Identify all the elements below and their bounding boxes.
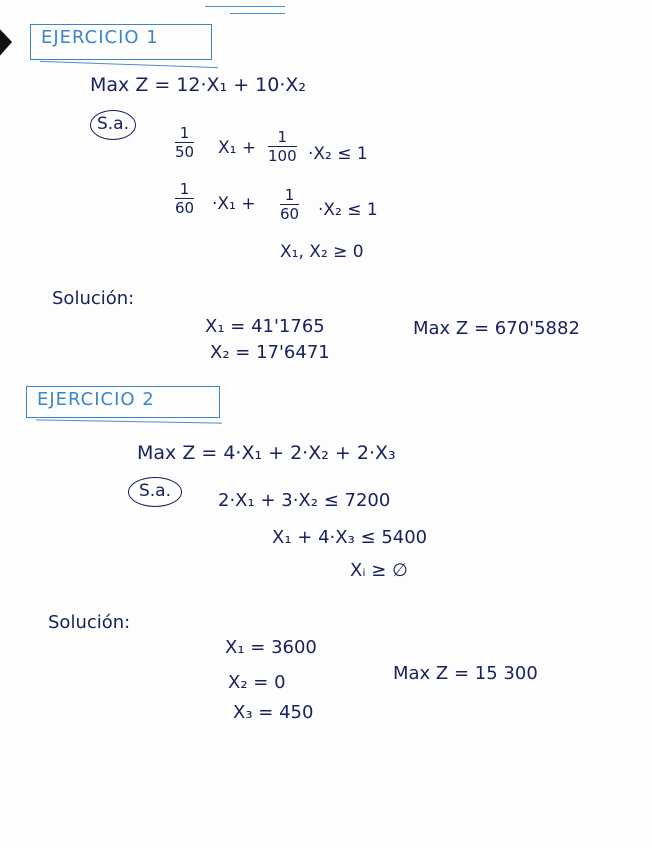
fraction-denominator: 60	[280, 205, 300, 223]
solution-x2: X₂ = 17'6471	[210, 342, 330, 363]
exercise-2-objective: Max Z = 4·X₁ + 2·X₂ + 2·X₃	[137, 442, 396, 464]
constraint-1: 2·X₁ + 3·X₂ ≤ 7200	[218, 490, 391, 511]
exercise-1-objective: Max Z = 12·X₁ + 10·X₂	[90, 74, 307, 96]
fraction-denominator: 50	[175, 143, 195, 161]
top-rule	[230, 13, 285, 14]
constraint-2: X₁ + 4·X₃ ≤ 5400	[272, 527, 428, 548]
title-underline	[36, 419, 222, 423]
subject-to-label: S.a.	[128, 477, 182, 507]
fraction-numerator: 1	[277, 128, 288, 146]
top-rule	[205, 6, 285, 7]
solution-max: Max Z = 15 300	[393, 663, 538, 684]
solution-max: Max Z = 670'5882	[413, 318, 580, 339]
exercise-2-title	[26, 386, 220, 418]
exercise-2-title-text: EJERCICIO 2	[37, 389, 155, 410]
subject-to-label: S.a.	[90, 110, 136, 140]
exercise-1-title	[30, 24, 212, 60]
nonnegativity: Xᵢ ≥ ∅	[350, 560, 408, 581]
solution-x1: X₁ = 41'1765	[205, 316, 325, 337]
fraction-numerator: 1	[179, 180, 190, 198]
constraint-1-term: ·X₂ ≤ 1	[308, 144, 368, 164]
fraction-numerator: 1	[179, 124, 190, 142]
solution-label: Solución:	[52, 288, 135, 309]
constraint-1-term: X₁ +	[218, 138, 257, 158]
fraction	[280, 186, 299, 223]
fraction	[175, 180, 194, 217]
solution-x2: X₂ = 0	[228, 672, 286, 693]
solution-label: Solución:	[48, 612, 131, 633]
solution-x1: X₁ = 3600	[225, 637, 317, 658]
fraction	[175, 124, 194, 161]
fraction-denominator: 60	[175, 199, 195, 217]
fraction	[268, 128, 297, 165]
constraint-2-term: ·X₂ ≤ 1	[318, 200, 378, 220]
solution-x3: X₃ = 450	[233, 702, 314, 723]
fraction-denominator: 100	[268, 147, 297, 165]
nonnegativity: X₁, X₂ ≥ 0	[280, 242, 364, 262]
exercise-1-title-text: EJERCICIO 1	[41, 27, 159, 48]
fraction-numerator: 1	[284, 186, 295, 204]
constraint-2-term: ·X₁ +	[212, 194, 256, 214]
page-corner-shadow	[0, 10, 12, 76]
title-underline	[40, 61, 218, 68]
